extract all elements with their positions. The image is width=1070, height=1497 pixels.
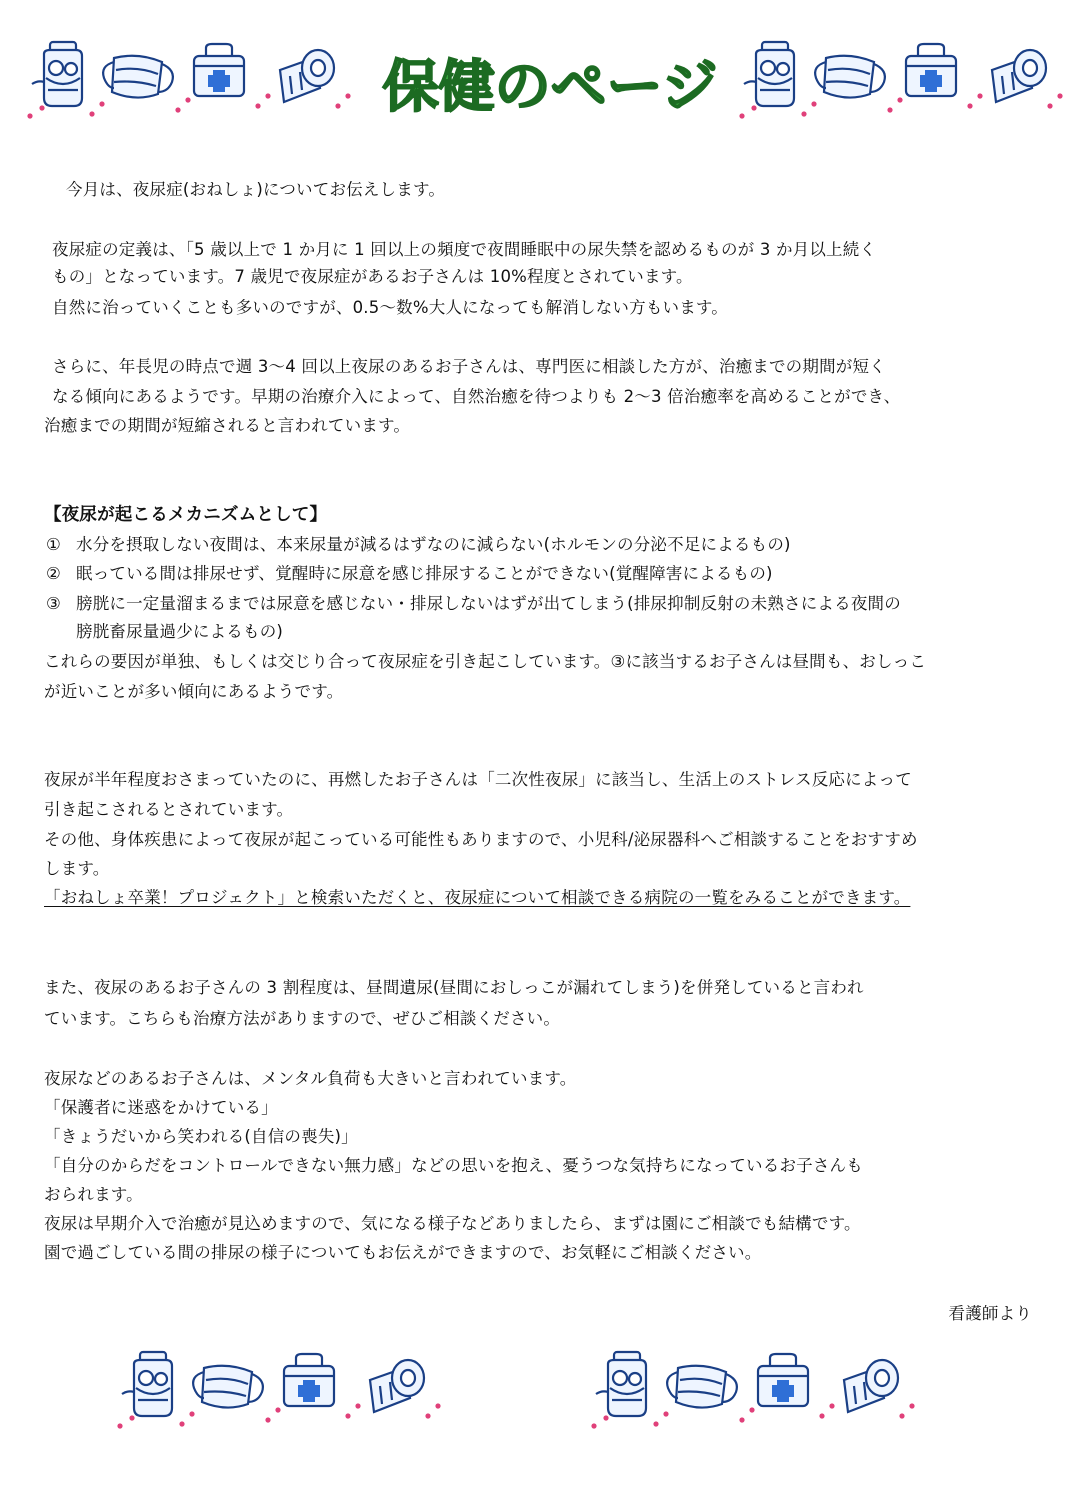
intro-text: 今月は、夜尿症(おねしょ)についてお伝えします。	[66, 180, 446, 199]
mechanism-item-text: 眠っている間は排尿せず、覚醒時に尿意を感じ排尿することができない(覚醒障害によるもの)	[76, 564, 773, 583]
mechanism-item-number: ①	[46, 535, 61, 554]
signature: 看護師より	[948, 1304, 1032, 1323]
page-title-text: 保健のページ	[382, 55, 718, 120]
secondary-line: します。	[44, 859, 110, 878]
page-title	[382, 44, 718, 124]
mental-line: おられます。	[44, 1185, 143, 1204]
mental-line: 「きょうだいから笑われる(自信の喪失)」	[44, 1127, 358, 1146]
definition-line: 自然に治っていくことも多いのですが、0.5～数%大人になっても解消しない方もいます。	[52, 298, 728, 317]
mechanism-item-number: ②	[46, 564, 61, 583]
definition-line: 夜尿症の定義は、「5 歳以上で 1 か月に 1 回以上の頻度で夜間睡眠中の尿失禁を認めるものが 3 か月以上続く	[52, 240, 877, 259]
treatment-line: さらに、年長児の時点で週 3～4 回以上夜尿のあるお子さんは、専門医に相談した方が、治癒までの期間が短く	[52, 357, 886, 376]
decor-bottom-right	[592, 1346, 922, 1436]
daytime-line: ています。こちらも治療方法がありますので、ぜひご相談ください。	[44, 1009, 561, 1028]
secondary-line: 引き起こされるとされています。	[44, 800, 294, 819]
mechanism-item-text: 水分を摂取しない夜間は、本来尿量が減るはずなのに減らない(ホルモンの分泌不足によるもの)	[76, 535, 791, 554]
decor-top-right	[740, 36, 1070, 126]
treatment-line: なる傾向にあるようです。早期の治療介入によって、自然治癒を待つよりも 2～3 倍治癒率を高めることができ、	[52, 387, 901, 406]
mechanism-item-text-continued: 膀胱畜尿量過少によるもの)	[76, 622, 284, 641]
secondary-line: その他、身体疾患によって夜尿が起こっている可能性もありますので、小児科/泌尿器科へご相談することをおすすめ	[44, 830, 918, 849]
mechanism-summary-line: が近いことが多い傾向にあるようです。	[44, 682, 344, 701]
mental-line: 園で過ごしている間の排尿の様子についてもお伝えができますので、お気軽にご相談ください。	[44, 1243, 762, 1262]
mental-line: 夜尿は早期介入で治癒が見込めますので、気になる様子などありましたら、まずは園にご相談でも結構です。	[44, 1214, 861, 1233]
secondary-line: 夜尿が半年程度おさまっていたのに、再燃したお子さんは「二次性夜尿」に該当し、生活上のストレス反応によって	[44, 770, 912, 789]
decor-top-left	[28, 36, 358, 126]
project-link-text: 「おねしょ卒業！プロジェクト」と検索いただくと、夜尿症について相談できる病院の一覧をみることができます。	[44, 888, 911, 907]
mechanism-item-number: ③	[46, 594, 61, 613]
decor-bottom-left	[118, 1346, 448, 1436]
mental-line: 「保護者に迷惑をかけている」	[44, 1098, 278, 1117]
daytime-line: また、夜尿のあるお子さんの 3 割程度は、昼間遺尿(昼間におしっこが漏れてしまう)を併発していると言われ	[44, 978, 864, 997]
definition-line: もの」となっています。7 歳児で夜尿症があるお子さんは 10%程度とされています。	[52, 267, 693, 286]
mental-line: 「自分のからだをコントロールできない無力感」などの思いを抱え、憂うつな気持ちになっているお子さんも	[44, 1156, 863, 1175]
mental-line: 夜尿などのあるお子さんは、メンタル負荷も大きいと言われています。	[44, 1069, 577, 1088]
mechanism-item-text: 膀胱に一定量溜まるまでは尿意を感じない・排尿しないはずが出てしまう(排尿抑制反射の未熟さによる夜間の	[76, 594, 901, 613]
mechanism-heading: 【夜尿が起こるメカニズムとして】	[44, 505, 328, 525]
treatment-line: 治癒までの期間が短縮されると言われています。	[44, 416, 411, 435]
mechanism-summary-line: これらの要因が単独、もしくは交じり合って夜尿症を引き起こしています。③に該当するお子さんは昼間も、おしっこ	[44, 652, 927, 671]
